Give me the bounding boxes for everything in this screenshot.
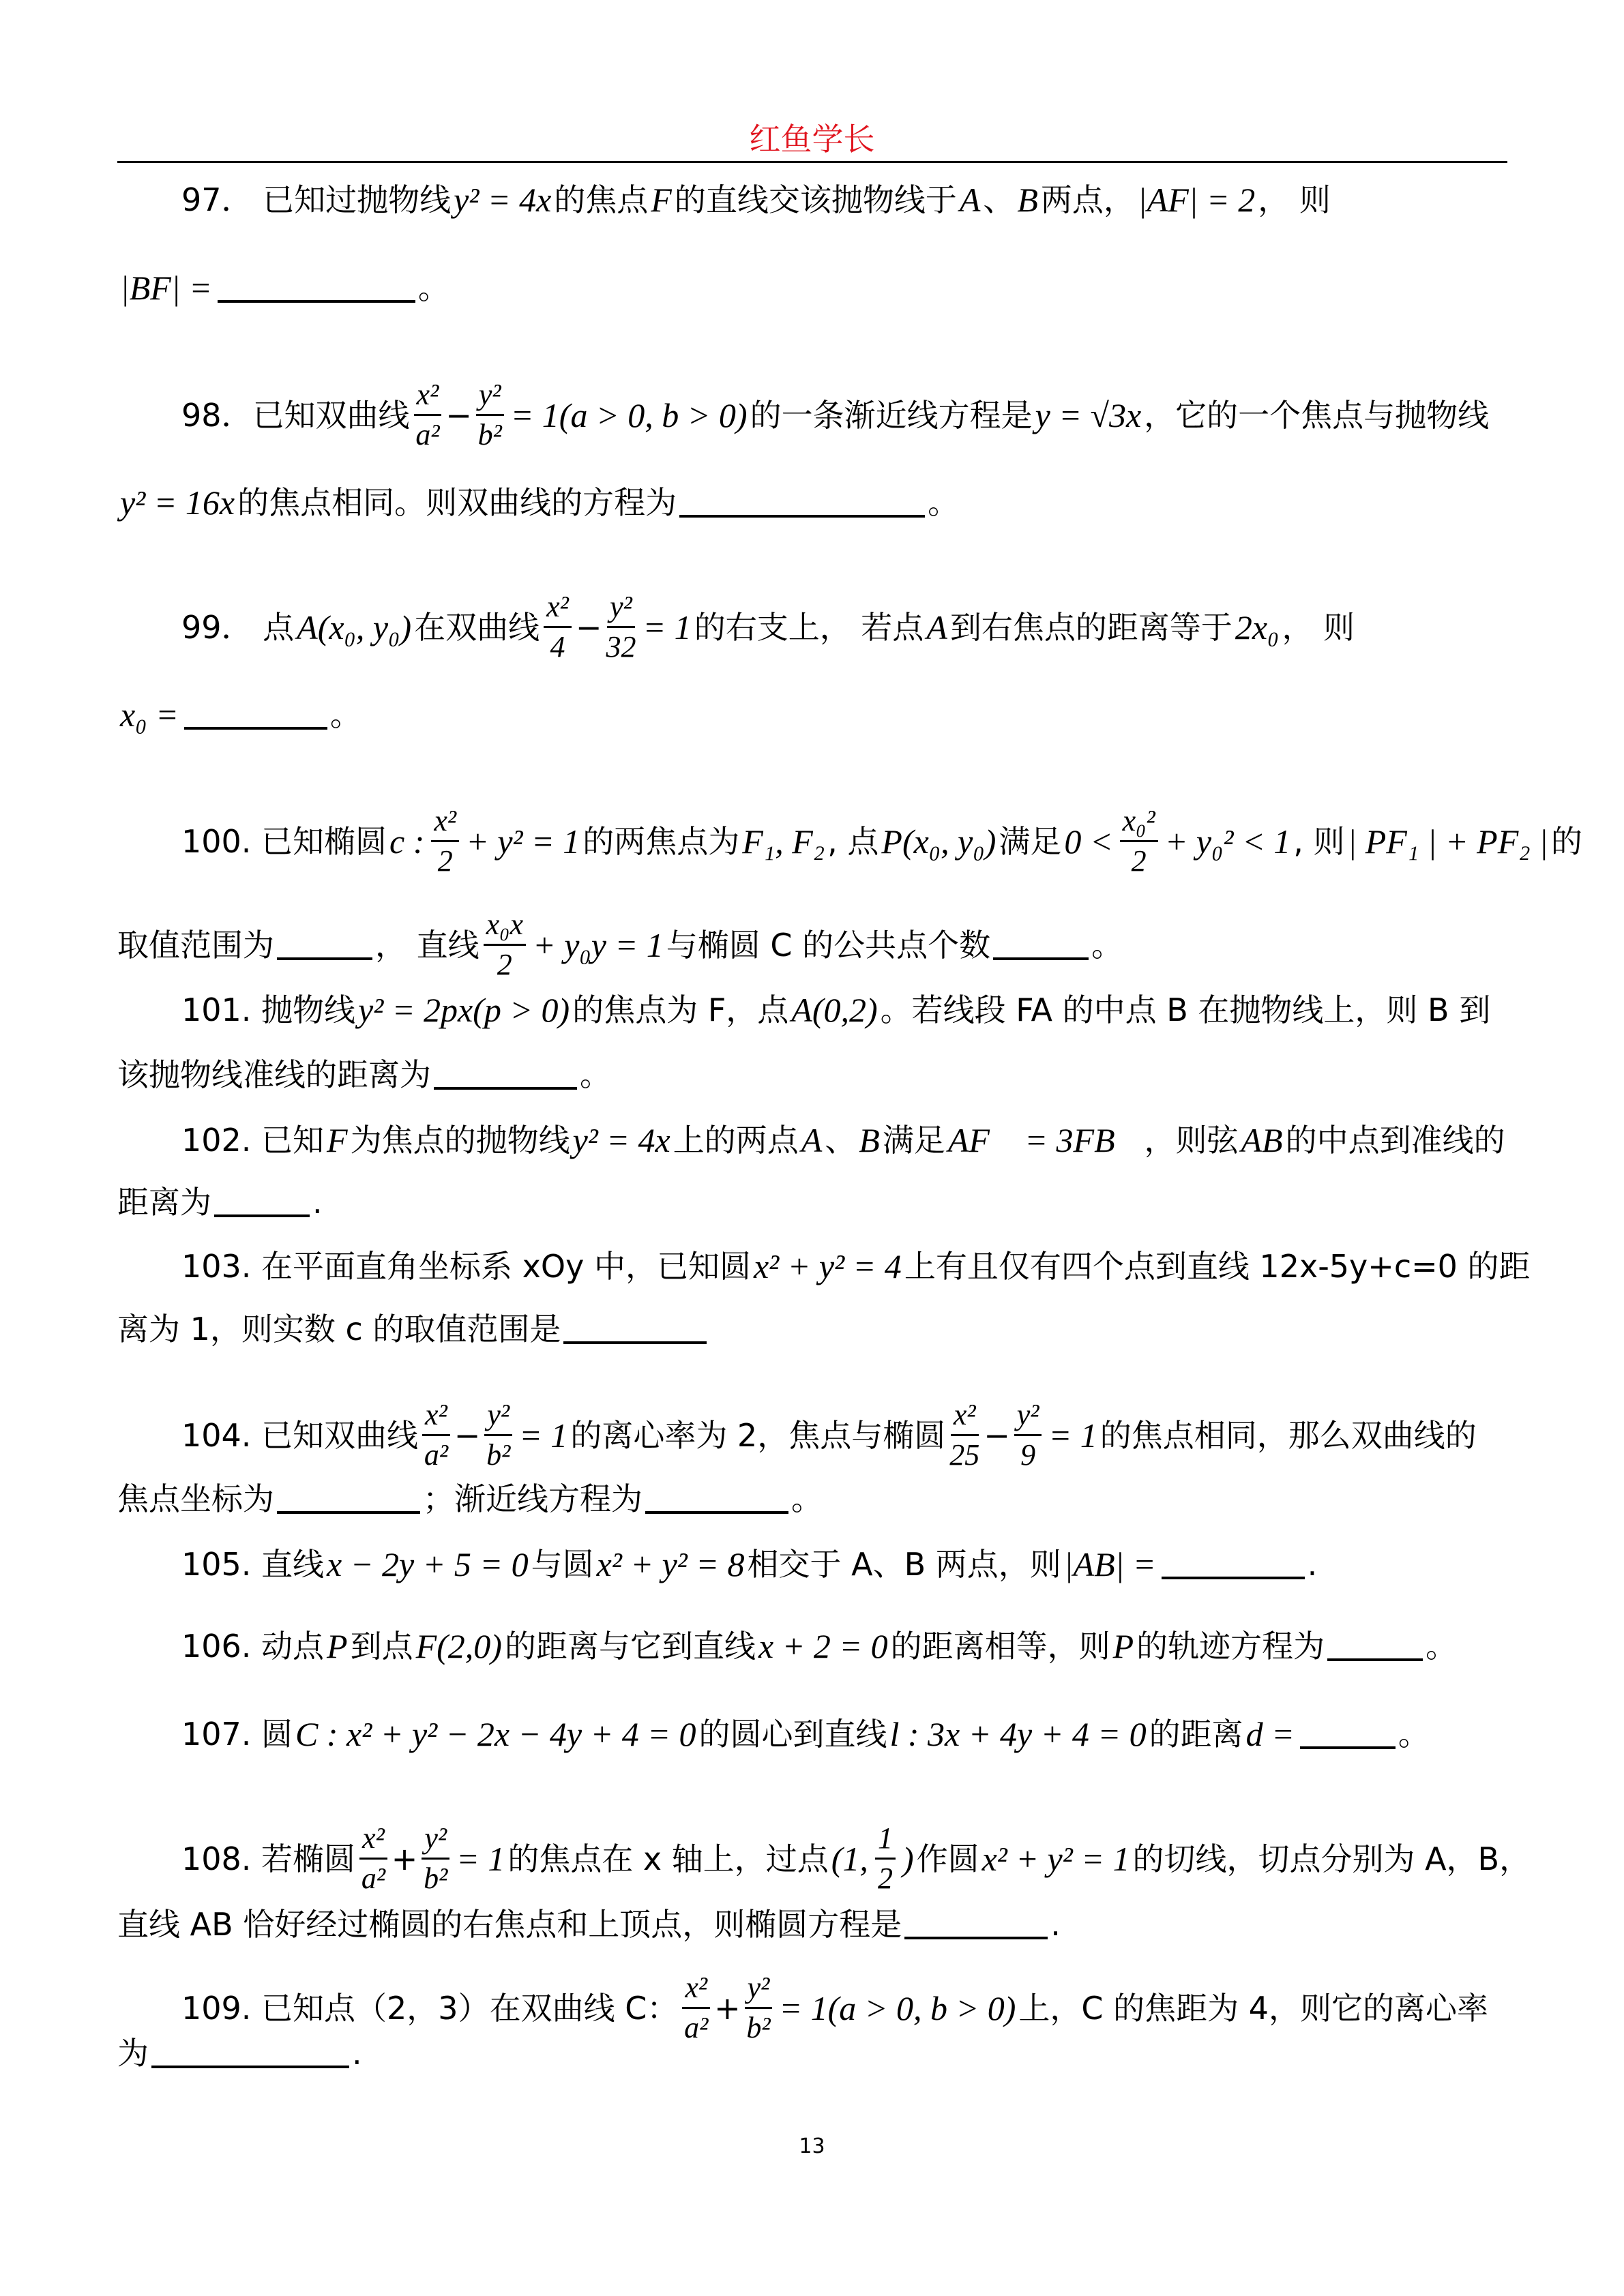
text: ，它的一个焦点与抛物线	[1144, 396, 1490, 434]
text: 98．已知双曲线	[181, 396, 410, 434]
text: 103. 在平面直角坐标系 xOy 中，已知圆	[181, 1248, 751, 1285]
text: 上，C 的焦距为 4，则它的离心率	[1018, 1989, 1489, 2027]
text: 取值范围为	[117, 926, 274, 964]
text: .	[1307, 1546, 1318, 1583]
math-expression: y² = 2px(p > 0)	[358, 991, 570, 1029]
numerator: x²	[414, 378, 442, 416]
text: 的焦点为 F，点	[572, 992, 789, 1028]
numerator: y²	[745, 1971, 773, 2009]
question-97-line	[117, 271, 449, 305]
text: 99． 点	[181, 608, 295, 646]
text: 的中点到准线的	[1285, 1122, 1505, 1159]
page-number: 13	[799, 2134, 825, 2158]
fraction	[422, 1822, 449, 1896]
fraction	[422, 1399, 450, 1472]
answer-blank[interactable]	[904, 1909, 1048, 1939]
math-expression: )	[902, 1839, 914, 1878]
numerator: x²	[431, 805, 459, 842]
text: .	[1050, 1906, 1061, 1943]
numerator: y²	[476, 378, 504, 416]
math-expression: A	[801, 1121, 823, 1159]
question-106-line	[181, 1629, 1457, 1663]
math-expression: x − 2y + 5 = 0	[327, 1545, 529, 1583]
text: ；渐近线方程为	[423, 1480, 643, 1517]
text: 的右支上， 若点	[694, 608, 924, 646]
question-109-line	[117, 2035, 362, 2072]
math-expression: F	[327, 1121, 348, 1159]
math-expression: |BF| =	[120, 269, 212, 307]
text: 离为 1，则实数 c 的取值范围是	[117, 1311, 561, 1347]
numerator: x²	[359, 1822, 387, 1860]
text: ，则弦	[1144, 1122, 1239, 1159]
text: 。	[417, 269, 449, 306]
denominator: 4	[550, 630, 565, 664]
denominator: a²	[415, 418, 440, 452]
math-expression: A(0,2)	[791, 991, 878, 1029]
answer-blank[interactable]	[563, 1314, 707, 1344]
answer-blank[interactable]	[993, 930, 1089, 960]
math-expression: y = √3x	[1035, 396, 1142, 434]
math-expression: = 1(a > 0, b > 0)	[779, 1988, 1016, 2027]
text: 。	[928, 484, 960, 521]
answer-blank[interactable]	[679, 488, 925, 518]
math-expression: 2x₀	[1235, 608, 1280, 646]
answer-blank[interactable]	[214, 1187, 310, 1217]
math-expression: + y² = 1	[466, 822, 580, 861]
fraction	[606, 591, 636, 664]
text: 相交于 A、B 两点，则	[747, 1546, 1061, 1583]
text: .	[352, 2035, 362, 2072]
text: 、	[983, 181, 1015, 218]
header-title: 红鱼学长	[749, 121, 875, 158]
question-102-line	[117, 1184, 323, 1221]
text: 的离心率为 2，焦点与椭圆	[570, 1416, 946, 1454]
text: ， 直线	[375, 926, 479, 964]
denominator: 32	[606, 630, 636, 664]
question-109-line	[181, 1971, 1488, 2045]
question-100-line	[117, 908, 1123, 982]
text: 100. 已知椭圆	[181, 822, 387, 860]
question-100-line	[181, 805, 1582, 878]
text: 为焦点的抛物线	[350, 1122, 570, 1159]
math-expression: A	[926, 608, 947, 646]
answer-blank[interactable]	[1300, 1719, 1396, 1749]
denominator: b²	[746, 2011, 771, 2045]
text: 。	[791, 1480, 823, 1517]
math-expression: + y₀y = 1	[532, 925, 664, 964]
text: −	[445, 396, 472, 434]
fraction	[949, 1399, 979, 1472]
text: 到点	[350, 1628, 413, 1665]
text: 的两焦点为	[582, 822, 740, 860]
math-expression: A(x₀, y₀)	[297, 608, 412, 646]
text: 107. 圆	[181, 1716, 293, 1753]
question-104-line	[117, 1480, 823, 1517]
denominator: 2	[877, 1862, 893, 1896]
text: 108. 若椭圆	[181, 1840, 356, 1877]
text: , 点	[827, 822, 879, 860]
question-101-line	[117, 1056, 611, 1093]
text: 两点，	[1040, 181, 1135, 218]
text: 。	[1398, 1716, 1430, 1753]
text: 上有且仅有四个点到直线 12x-5y+c=0 的距	[904, 1248, 1531, 1285]
numerator: x₀²	[1120, 805, 1158, 842]
math-expression: AB	[1241, 1121, 1283, 1159]
text: 的距离	[1149, 1716, 1243, 1753]
text: 的圆心到直线	[698, 1716, 887, 1753]
answer-blank[interactable]	[1327, 1631, 1423, 1661]
denominator: b²	[477, 418, 502, 452]
denominator: a²	[361, 1862, 386, 1896]
math-expression: = 1	[519, 1416, 568, 1455]
text: ， 则	[1282, 608, 1355, 646]
fraction	[476, 378, 504, 452]
text: 的切线，切点分别为 A，B，	[1132, 1840, 1531, 1877]
math-expression: = 1(a > 0, b > 0)	[510, 396, 748, 434]
answer-blank[interactable]	[184, 700, 327, 730]
answer-blank[interactable]	[434, 1060, 577, 1090]
text: ， 则	[1258, 181, 1331, 218]
math-expression: l : 3x + 4y + 4 = 0	[889, 1715, 1147, 1753]
text: 与椭圆 C 的公共点个数	[666, 926, 991, 964]
answer-blank[interactable]	[151, 2038, 349, 2068]
text: 的轨迹方程为	[1136, 1628, 1325, 1665]
text: 的一条渐近线方程是	[750, 396, 1033, 434]
math-expression: x² + y² = 4	[753, 1247, 902, 1285]
numerator: x²	[682, 1971, 710, 2009]
denominator: 2	[1131, 844, 1147, 878]
text: −	[984, 1416, 1010, 1454]
fraction	[359, 1822, 387, 1896]
math-expression: y² = 4x	[572, 1121, 670, 1159]
fraction	[1014, 1399, 1042, 1472]
text: 109. 已知点（2，3）在双曲线 C：	[181, 1989, 679, 2027]
numerator: y²	[607, 591, 635, 628]
text: 的焦点相同，那么双曲线的	[1099, 1416, 1477, 1454]
text: 的	[1550, 822, 1582, 860]
math-expression: y² = 4x	[454, 181, 552, 219]
denominator: 25	[949, 1438, 980, 1472]
denominator: b²	[486, 1438, 511, 1472]
math-expression: A	[959, 181, 981, 219]
math-expression: P(x₀, y₀)	[881, 822, 996, 861]
math-expression: C : x² + y² − 2x − 4y + 4 = 0	[295, 1715, 696, 1753]
text: 满足	[882, 1122, 945, 1159]
text: 的焦点在 x 轴上，过点	[507, 1840, 829, 1877]
fraction	[875, 1822, 896, 1896]
question-99-line	[181, 591, 1355, 664]
math-expression: F(2,0)	[415, 1627, 502, 1665]
question-98-line	[181, 378, 1489, 452]
text: 的距离与它到直线	[504, 1628, 756, 1665]
text: 距离为	[117, 1184, 211, 1221]
text: 101. 抛物线	[181, 992, 356, 1028]
answer-blank[interactable]	[1162, 1549, 1305, 1579]
text: 与圆	[531, 1546, 594, 1583]
text: +	[714, 1989, 741, 2027]
question-107-line	[181, 1717, 1430, 1751]
denominator: a²	[424, 1438, 449, 1472]
text: 。若线段 FA 的中点 B 在抛物线上，则 B 到	[880, 992, 1491, 1028]
text: 106. 动点	[181, 1628, 325, 1665]
text: 104. 已知双曲线	[181, 1416, 419, 1454]
text: 。	[329, 696, 361, 733]
question-108-line	[117, 1906, 1061, 1943]
text: 到右焦点的距离等于	[949, 608, 1232, 646]
math-expression: AF⃗ = 3FB⃗	[947, 1121, 1142, 1159]
question-103-line	[117, 1313, 709, 1345]
text: 该抛物线准线的距离为	[117, 1056, 431, 1093]
math-expression: x + 2 = 0	[758, 1627, 888, 1665]
math-expression: P	[327, 1627, 348, 1665]
answer-blank[interactable]	[218, 273, 415, 303]
math-expression: + y₀² < 1	[1164, 822, 1291, 861]
question-108-line	[181, 1822, 1531, 1896]
denominator: 9	[1020, 1438, 1036, 1472]
denominator: 2	[497, 948, 512, 982]
math-expression: d =	[1245, 1715, 1295, 1753]
numerator: x²	[951, 1399, 979, 1436]
text: 97． 已知过抛物线	[181, 181, 452, 218]
math-expression: 0 <	[1064, 822, 1113, 861]
text: , 则	[1293, 822, 1345, 860]
fraction	[544, 591, 572, 664]
numerator: y²	[1014, 1399, 1042, 1436]
math-expression: |AF| = 2	[1137, 181, 1256, 219]
math-expression: B	[859, 1121, 880, 1159]
math-expression: F	[651, 181, 672, 219]
math-expression: F₁, F₂	[742, 822, 825, 861]
math-expression: (1,	[831, 1839, 868, 1878]
text: 102. 已知	[181, 1122, 325, 1159]
text: −	[575, 608, 602, 646]
text: 。	[1426, 1628, 1458, 1665]
question-99-line	[117, 698, 361, 732]
fraction	[484, 908, 526, 982]
text: 作圆	[916, 1840, 979, 1877]
math-expression: x² + y² = 1	[981, 1839, 1130, 1878]
text: +	[391, 1840, 418, 1877]
answer-blank[interactable]	[645, 1484, 788, 1514]
answer-blank[interactable]	[277, 1484, 420, 1514]
text: 满足	[999, 822, 1062, 860]
numerator: x₀x	[484, 908, 526, 946]
text: 上的两点	[673, 1122, 799, 1159]
numerator: y²	[422, 1822, 449, 1860]
text: 105. 直线	[181, 1546, 325, 1583]
numerator: 1	[875, 1822, 896, 1860]
fraction	[414, 378, 442, 452]
numerator: x²	[544, 591, 572, 628]
question-102-line	[181, 1123, 1505, 1157]
text: 的焦点相同。则双曲线的方程为	[237, 484, 677, 521]
numerator: x²	[422, 1399, 450, 1436]
text: 焦点坐标为	[117, 1480, 274, 1517]
text: 。	[580, 1056, 611, 1093]
question-101-line	[181, 993, 1490, 1027]
question-103-line	[181, 1249, 1531, 1283]
fraction	[1120, 805, 1158, 878]
fraction	[682, 1971, 710, 2045]
denominator: a²	[684, 2011, 709, 2045]
text: 。	[1091, 926, 1123, 964]
question-97-line	[181, 183, 1331, 217]
fraction	[745, 1971, 773, 2045]
header-divider	[117, 161, 1507, 163]
answer-blank[interactable]	[277, 930, 372, 960]
text: 在双曲线	[414, 608, 540, 646]
denominator: 2	[437, 844, 453, 878]
math-expression: |AB| =	[1063, 1545, 1156, 1583]
text: 直线 AB 恰好经过椭圆的右焦点和上顶点，则椭圆方程是	[117, 1906, 902, 1943]
text: 的焦点	[554, 181, 649, 218]
question-104-line	[181, 1399, 1477, 1472]
math-expression: = 1	[456, 1839, 505, 1878]
math-expression: = 1	[1048, 1416, 1097, 1455]
denominator: b²	[424, 1862, 448, 1896]
math-expression: x² + y² = 8	[596, 1545, 745, 1583]
fraction	[484, 1399, 512, 1472]
text: .	[312, 1184, 323, 1221]
math-expression: = 1	[643, 608, 692, 646]
math-expression: | PF₁ | + PF₂ |	[1347, 822, 1548, 861]
text: 的直线交该抛物线于	[674, 181, 957, 218]
text: 、	[825, 1122, 857, 1159]
text: −	[454, 1416, 481, 1454]
math-expression: c :	[389, 822, 425, 861]
question-98-line	[117, 483, 960, 522]
text: 的距离相等，则	[890, 1628, 1110, 1665]
question-105-line	[181, 1547, 1317, 1581]
fraction	[431, 805, 459, 878]
math-expression: x₀ =	[120, 696, 179, 734]
text: 为	[117, 2035, 149, 2072]
numerator: y²	[484, 1399, 512, 1436]
math-expression: y² = 16x	[120, 483, 235, 522]
math-expression: B	[1017, 181, 1038, 219]
math-expression: P	[1112, 1627, 1134, 1665]
